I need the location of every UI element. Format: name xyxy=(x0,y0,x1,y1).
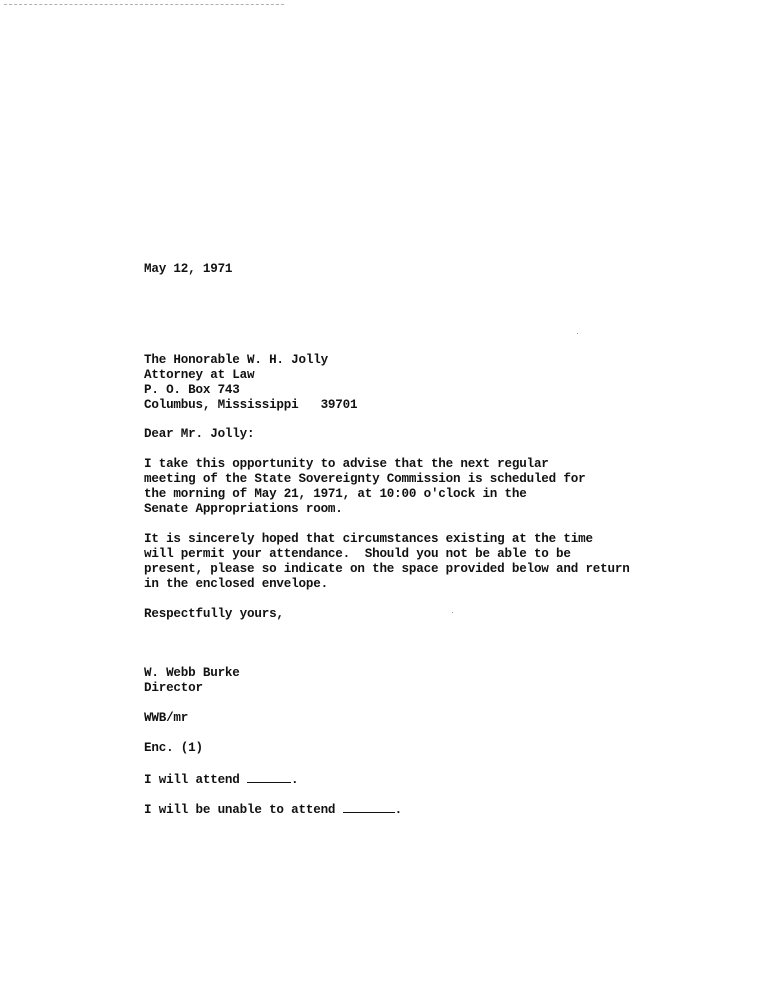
paragraph-meeting-notice xyxy=(144,457,744,517)
attend-label: I will attend xyxy=(144,773,248,787)
attend-period: . xyxy=(291,773,299,787)
paragraph-line: in the enclosed envelope. xyxy=(144,577,328,591)
enclosure-note: Enc. (1) xyxy=(144,741,203,755)
attend-blank xyxy=(247,771,291,783)
unable-label: I will be unable to attend xyxy=(144,803,343,817)
paragraph-line: the morning of May 21, 1971, at 10:00 o'clock in the xyxy=(144,487,527,501)
paragraph-line: I take this opportunity to advise that the next regular xyxy=(144,457,549,471)
signer-name: W. Webb Burke xyxy=(144,666,240,680)
address-line: Columbus, Mississippi 39701 xyxy=(144,398,358,412)
paragraph-line: present, please so indicate on the space provided below and return xyxy=(144,562,630,576)
reference-initials: WWB/mr xyxy=(144,711,189,725)
unable-blank xyxy=(343,801,395,813)
signature-block xyxy=(144,666,744,696)
letter-date: May 12, 1971 xyxy=(144,262,233,276)
top-edge-dashes xyxy=(4,0,284,5)
paragraph-line: will permit your attendance. Should you not be able to be xyxy=(144,547,571,561)
address-line: The Honorable W. H. Jolly xyxy=(144,353,328,367)
address-line: Attorney at Law xyxy=(144,368,255,382)
complimentary-closing: Respectfully yours, xyxy=(144,607,284,621)
unable-response-line xyxy=(144,801,744,816)
paragraph-line: It is sincerely hoped that circumstances existing at the time xyxy=(144,532,593,546)
address-line: P. O. Box 743 xyxy=(144,383,240,397)
signer-title: Director xyxy=(144,681,203,695)
salutation: Dear Mr. Jolly: xyxy=(144,427,255,441)
paragraph-line: meeting of the State Sovereignty Commission is scheduled for xyxy=(144,472,586,486)
paragraph-attendance-request xyxy=(144,532,744,592)
letter-body xyxy=(144,262,744,831)
attend-response-line xyxy=(144,771,744,786)
unable-period: . xyxy=(394,803,403,817)
recipient-address xyxy=(144,353,744,413)
paragraph-line: Senate Appropriations room. xyxy=(144,502,343,516)
